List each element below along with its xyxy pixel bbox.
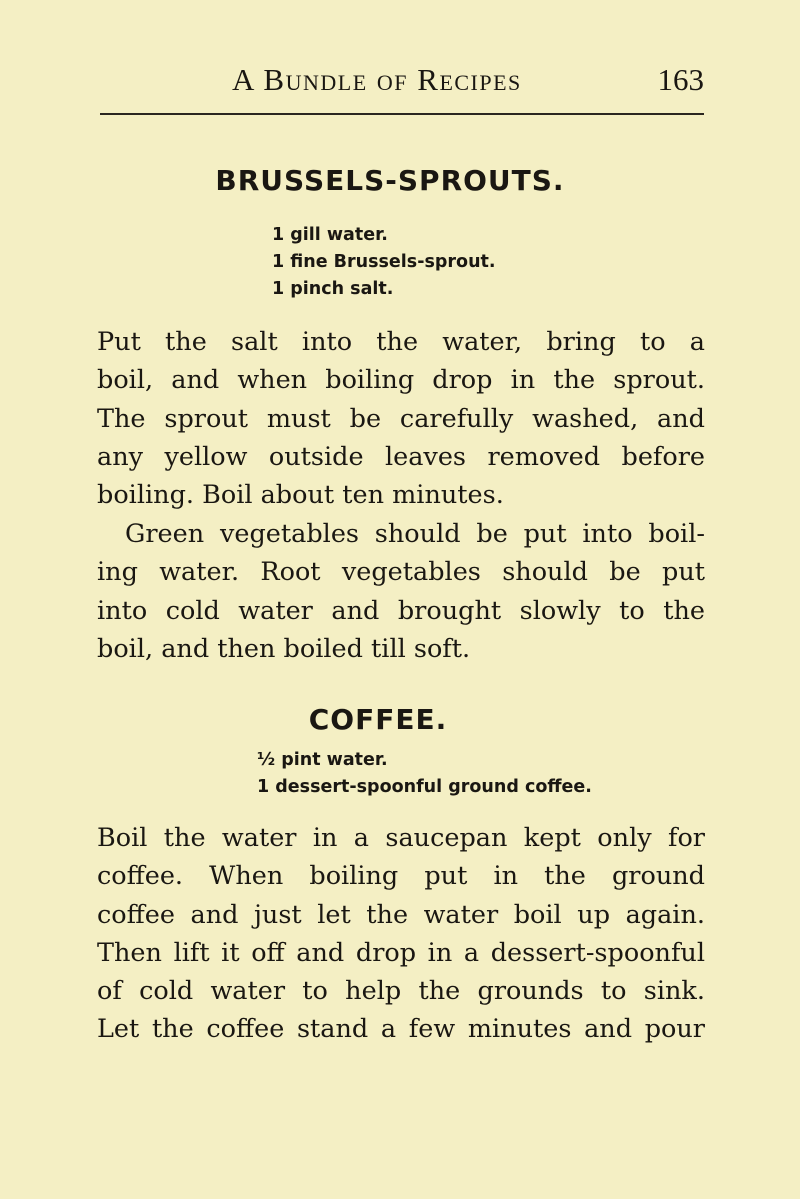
text-line: coffee. When boiling put in the ground [97,861,705,892]
page-number: 163 [657,62,704,97]
ingredient-item: 1 dessert-spoonful ground coffee. [257,777,592,797]
text-line: into cold water and brought slowly to the [97,595,705,626]
ingredient-list-brussels-sprouts [272,222,496,303]
running-title: A Bundle of Recipes [232,62,522,97]
instruction-paragraph [97,819,705,1049]
text-line: coffee and just let the water boil up again. [97,899,705,930]
text-line: Green vegetables should be put into boil- [125,519,705,549]
ingredient-item: 1 gill water. [272,225,388,245]
text-line: Put the salt into the water, bring to a [97,327,705,357]
ingredient-item: 1 fine Brussels-sprout. [272,252,496,272]
recipe-heading-brussels-sprouts: BRUSSELS-SPROUTS. [215,164,565,197]
header-rule [100,113,704,115]
text-line: of cold water to help the grounds to sink. [97,976,705,1007]
text-line: boiling. Boil about ten minutes. [97,480,504,511]
ingredient-item: 1 pinch salt. [272,279,394,299]
text-line: boil, and then boiled till soft. [97,633,471,664]
text-line: Let the coffee stand a few minutes and pour [97,1014,705,1045]
recipe-heading-coffee: COFFEE. [308,703,448,736]
ingredient-list-coffee [257,747,592,801]
text-line: The sprout must be carefully washed, and [97,403,705,434]
ingredient-item: ½ pint water. [257,750,388,770]
text-line: Boil the water in a saucepan kept only for [97,823,705,853]
text-line: Then lift it off and drop in a dessert-spoonful [97,937,705,968]
instruction-paragraph [97,515,705,668]
instruction-paragraph [97,323,705,514]
text-line: any yellow outside leaves removed before [97,441,705,472]
text-line: ing water. Root vegetables should be put [97,557,705,588]
text-line: boil, and when boiling drop in the sprout. [97,365,705,396]
